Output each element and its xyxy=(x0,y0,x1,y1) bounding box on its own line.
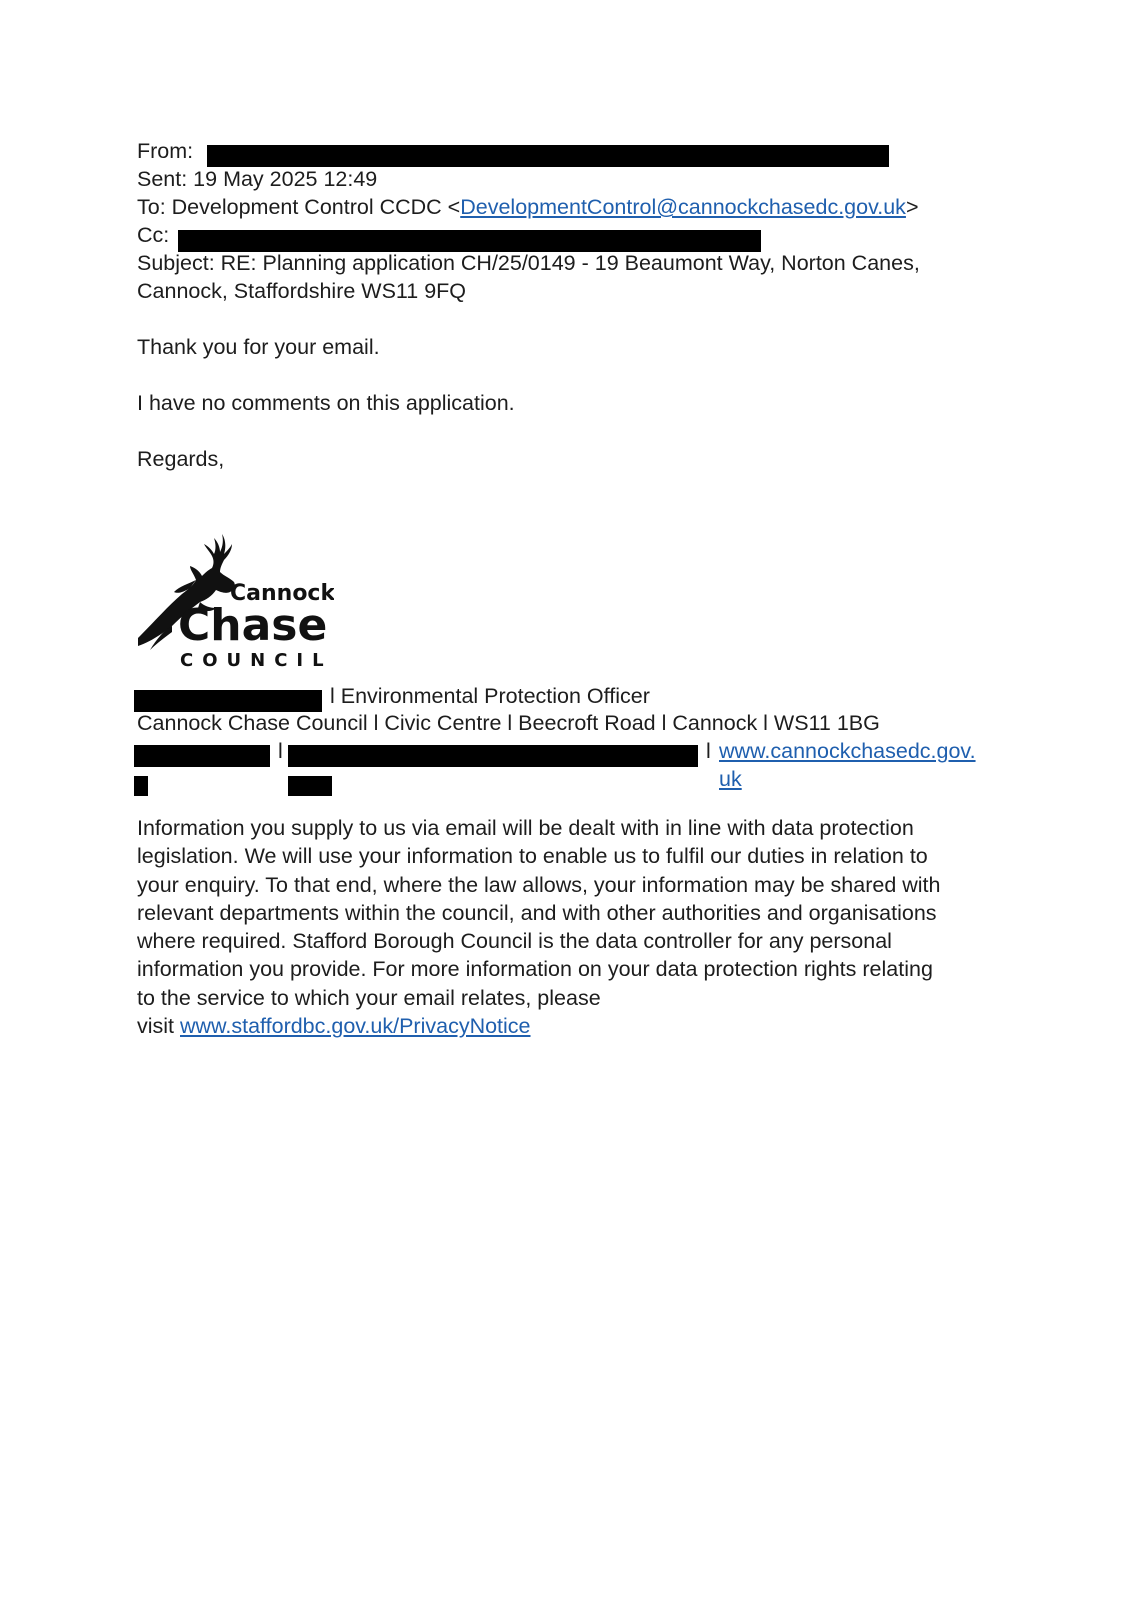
disclaimer-line: where required. Stafford Borough Council is the data controller for any personal xyxy=(137,929,892,954)
signature-separator-2: l xyxy=(706,739,711,763)
disclaimer-visit-line xyxy=(137,1012,1007,1040)
redaction-from xyxy=(207,145,889,167)
disclaimer-line: legislation. We will use your information to enable us to fulfil our duties in relation to xyxy=(137,844,928,869)
subject-line-2: Cannock, Staffordshire WS11 9FQ xyxy=(137,279,467,303)
disclaimer-line: relevant departments within the council, and with other authorities and organisations xyxy=(137,900,937,925)
redaction-email xyxy=(288,745,698,767)
subject-line-1: Subject: RE: Planning application CH/25/0149 - 19 Beaumont Way, Norton Canes, xyxy=(137,251,920,275)
address-line: Cannock Chase Council l Civic Centre l Beecroft Road l Cannock l WS11 1BG xyxy=(137,711,880,735)
cannock-chase-council-logo xyxy=(134,522,334,670)
redaction-phone-continued xyxy=(134,776,148,796)
to-suffix: > xyxy=(905,195,919,219)
comment-text: I have no comments on this application. xyxy=(137,391,515,415)
signature-separator-1: l xyxy=(278,739,283,763)
sent-line: Sent: 19 May 2025 12:49 xyxy=(137,167,378,191)
role-line: l Environmental Protection Officer xyxy=(330,684,650,708)
visit-prefix: visit xyxy=(137,1014,180,1039)
signoff-text: Regards, xyxy=(137,447,225,471)
disclaimer-line: your enquiry. To that end, where the law allows, your information may be shared with xyxy=(137,872,941,897)
cc-label: Cc: xyxy=(137,223,170,247)
privacy-notice-link[interactable]: www.staffordbc.gov.uk/PrivacyNotice xyxy=(180,1014,531,1039)
logo-text-cannock: Cannock xyxy=(230,581,334,606)
redaction-email-continued xyxy=(288,776,332,796)
council-website-link-continued[interactable]: uk xyxy=(719,767,742,791)
council-website-link[interactable]: www.cannockchasedc.gov. xyxy=(719,739,976,763)
stag-emblem-icon xyxy=(134,522,334,670)
to-line xyxy=(137,193,919,221)
redaction-phone xyxy=(134,745,270,767)
from-line xyxy=(137,137,193,165)
logo-text-council: COUNCIL xyxy=(180,650,333,670)
privacy-disclaimer xyxy=(137,814,1007,1040)
to-email-link[interactable]: DevelopmentControl@cannockchasedc.gov.uk xyxy=(460,195,906,219)
to-prefix: To: Development Control CCDC < xyxy=(137,195,461,219)
disclaimer-line: Information you supply to us via email will be dealt with in line with data protection xyxy=(137,816,914,840)
greeting-text: Thank you for your email. xyxy=(137,335,380,359)
disclaimer-line: to the service to which your email relates, please xyxy=(137,985,601,1010)
cc-line xyxy=(137,221,169,249)
from-label: From: xyxy=(137,139,194,163)
logo-text-chase: Chase xyxy=(178,600,328,651)
disclaimer-line: information you provide. For more information on your data protection rights relating xyxy=(137,957,933,982)
